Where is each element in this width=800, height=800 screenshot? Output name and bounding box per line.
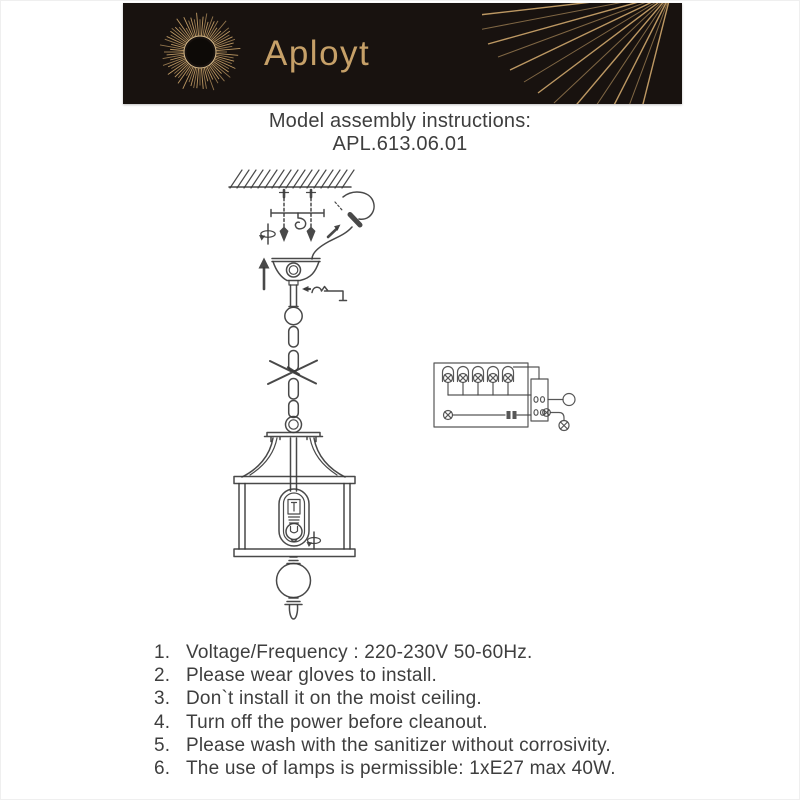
- lamp-terminals: [443, 367, 514, 396]
- bottom-finial: [289, 605, 297, 619]
- ceiling: [229, 170, 354, 188]
- instruction-text: Please wash with the sanitizer without corrosivity.: [186, 734, 611, 756]
- brand-wordmark: Aployt: [264, 33, 371, 73]
- instruction-number: 4.: [154, 711, 171, 733]
- output-circle: [563, 394, 575, 406]
- instruction-number: 6.: [154, 758, 171, 780]
- rotate-icon-top: [259, 224, 275, 244]
- instruction-list: [154, 641, 616, 780]
- instruction-item: [154, 734, 616, 757]
- hook-bracket: [302, 286, 347, 301]
- instruction-text: Voltage/Frequency : 220-230V 50-60Hz.: [186, 642, 533, 663]
- instruction-text: Don`t install it on the moist ceiling.: [186, 688, 482, 710]
- mounting-hardware: [259, 190, 324, 244]
- lantern-lamp: [234, 433, 355, 620]
- bulb-socket: [288, 500, 300, 524]
- instruction-text: Please wear gloves to install.: [186, 665, 438, 687]
- instruction-item: [154, 757, 616, 780]
- instruction-item: [154, 711, 616, 734]
- instruction-item: [154, 664, 616, 687]
- wiring-diagram: [434, 363, 575, 431]
- instruction-number: 5.: [154, 734, 171, 756]
- glass-sphere: [277, 564, 311, 598]
- page-title: Model assembly instructions:: [268, 110, 532, 132]
- ceiling-hook: [295, 213, 305, 229]
- wall-plug-screw-left: [280, 190, 289, 242]
- instruction-item: [154, 687, 616, 710]
- model-code: APL.613.06.01: [332, 133, 468, 155]
- power-wire-connector: [312, 192, 374, 259]
- instruction-number: 2.: [154, 665, 171, 687]
- up-arrow-icon: [259, 258, 270, 290]
- wall-plug-screw-right: [307, 190, 316, 242]
- suspension-chain: [286, 327, 302, 433]
- instruction-text: Turn off the power before cleanout.: [186, 711, 488, 733]
- pliers: [268, 361, 317, 385]
- ceiling-hatch: [230, 170, 354, 188]
- instruction-number: 3.: [154, 688, 171, 710]
- instruction-number: 1.: [154, 642, 171, 663]
- instruction-text: The use of lamps is permissible: 1xE27 max 40W.: [186, 758, 616, 780]
- instruction-item: [154, 641, 616, 664]
- light-bulb: [286, 524, 302, 542]
